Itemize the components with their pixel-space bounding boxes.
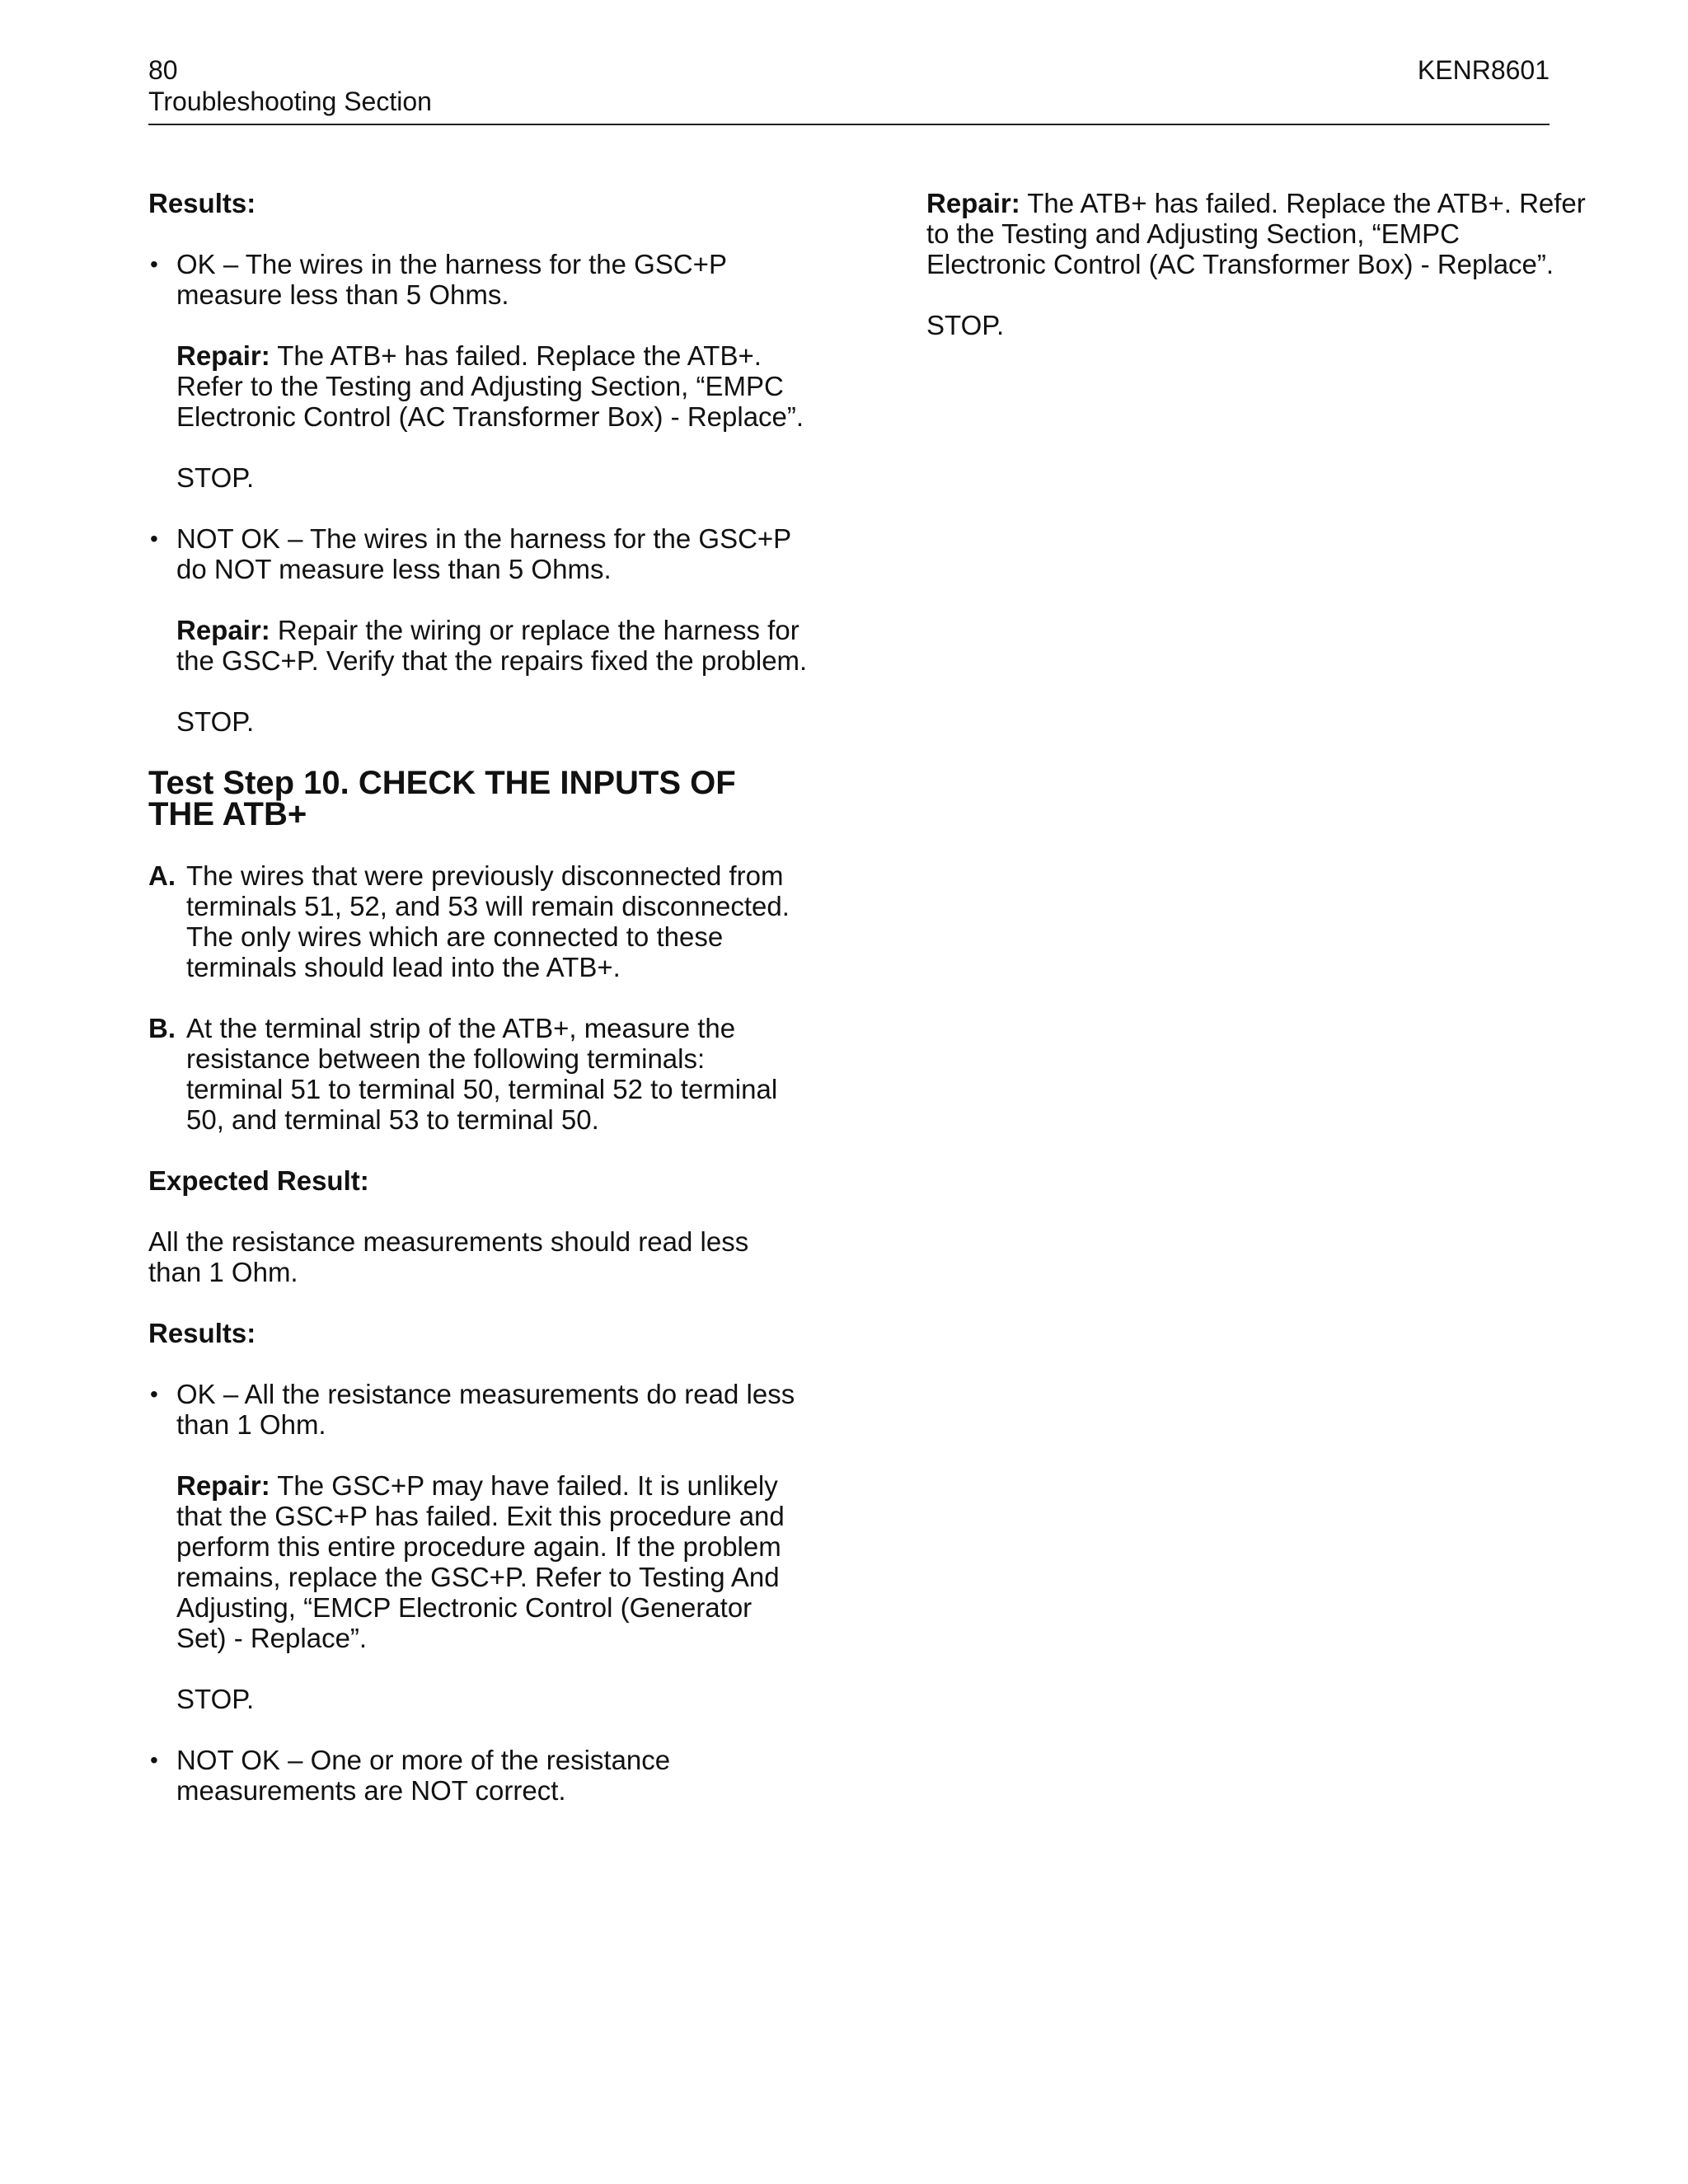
repair-paragraph: [148, 615, 808, 676]
section-title: Troubleshooting Section: [148, 87, 432, 116]
repair-paragraph: [148, 1470, 808, 1653]
repair-text: The GSC+P may have failed. It is unlikely that the GSC+P has failed. Exit this procedure and perform this entire procedure again. If the problem remains, replace the GSC+P. Refer to Testing And Adjusting, “EMCP Electronic Control (Generator Set) - Replace”.: [176, 1470, 785, 1653]
repair-text: Repair the wiring or replace the harness for the GSC+P. Verify that the repairs fixed the problem.: [176, 615, 808, 676]
document-id: KENR8601: [1417, 55, 1550, 85]
left-column: [148, 188, 808, 1836]
result-not-ok-item: [148, 1745, 808, 1806]
results-label: Results:: [148, 188, 256, 218]
page-number: 80: [148, 55, 178, 85]
test-step-heading: Test Step 10. CHECK THE INPUTS OF THE ATB+: [148, 765, 736, 832]
repair-label: Repair:: [176, 340, 270, 371]
repair-label: Repair:: [176, 615, 270, 645]
step-a-text: The wires that were previously disconnected from terminals 51, 52, and 53 will remain disconnected. The only wires which are connected to these terminals should lead into the ATB+.: [186, 860, 790, 982]
step-a: [148, 860, 808, 982]
expected-result-text: All the resistance measurements should read less than 1 Ohm.: [148, 1226, 749, 1287]
stop-text: STOP.: [176, 1684, 255, 1714]
repair-text: The ATB+ has failed. Replace the ATB+. Refer to the Testing and Adjusting Section, “EMPC Electronic Control (AC Transformer Box) - Replace”.: [176, 340, 804, 432]
step-b: [148, 1013, 808, 1135]
bullet-icon: •: [150, 1747, 158, 1773]
repair-paragraph: [926, 188, 1586, 279]
repair-label: Repair:: [926, 188, 1020, 218]
results-label: Results:: [148, 1318, 256, 1348]
step-b-text: At the terminal strip of the ATB+, measure the resistance between the following terminals: terminal 51 to terminal 50, terminal 52 to terminal 50, and terminal 53 to terminal 50.: [186, 1013, 778, 1135]
stop-text: STOP.: [926, 310, 1005, 340]
result-ok-text: OK – The wires in the harness for the GSC+P measure less than 5 Ohms.: [176, 249, 727, 310]
step-a-letter: A.: [148, 860, 176, 891]
repair-text: The ATB+ has failed. Replace the ATB+. Refer to the Testing and Adjusting Section, “EMPC Electronic Control (AC Transformer Box) - Replace”.: [926, 188, 1586, 279]
expected-result-label: Expected Result:: [148, 1165, 369, 1196]
bullet-icon: •: [150, 526, 158, 551]
bullet-icon: •: [150, 251, 158, 277]
repair-label: Repair:: [176, 1470, 270, 1501]
result-not-ok-text: NOT OK – One or more of the resistance measurements are NOT correct.: [176, 1745, 671, 1806]
result-ok-text: OK – All the resistance measurements do read less than 1 Ohm.: [176, 1379, 795, 1440]
stop-text: STOP.: [176, 706, 255, 737]
result-not-ok-text: NOT OK – The wires in the harness for the GSC+P do NOT measure less than 5 Ohms.: [176, 523, 791, 584]
result-ok-item: [148, 1379, 808, 1440]
stop-text: STOP.: [176, 462, 255, 493]
result-not-ok-item: [148, 523, 808, 584]
page-header: [148, 54, 1550, 125]
repair-paragraph: [148, 340, 808, 432]
step-b-letter: B.: [148, 1013, 176, 1043]
result-ok-item: [148, 249, 808, 310]
bullet-icon: •: [150, 1381, 158, 1407]
right-column: [926, 188, 1586, 371]
